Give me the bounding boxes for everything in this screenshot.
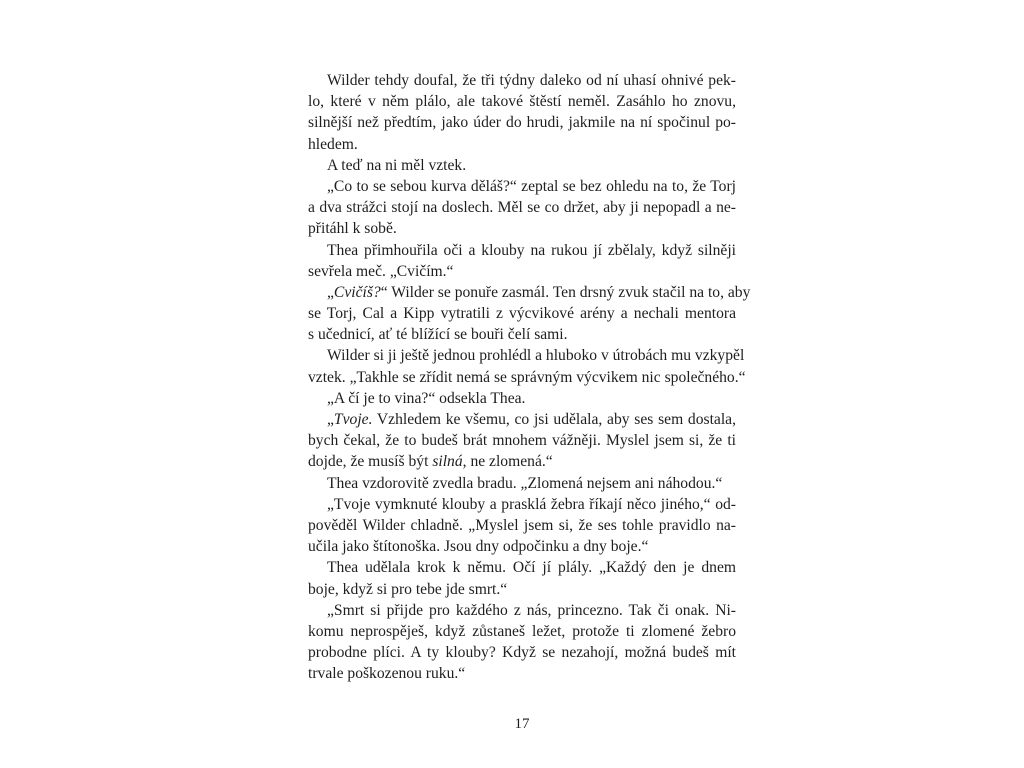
text-line xyxy=(308,409,736,430)
text-run: „ xyxy=(327,283,334,301)
text-run: „Smrt si přijde pro každého z nás, princezno. Tak či onak. Ni- xyxy=(327,601,736,619)
text-run: hledem. xyxy=(308,135,358,153)
text-line xyxy=(308,261,736,282)
text-line xyxy=(308,303,736,324)
text-line xyxy=(308,324,736,345)
text-run: , ne zlomená.“ xyxy=(462,453,553,471)
text-run: učila jako štítonoška. Jsou dny odpočinku a dny boje.“ xyxy=(308,538,649,556)
text-run: vztek. „Takhle se zřídit nemá se správným výcvikem nic společného.“ xyxy=(308,368,746,386)
text-run: „ xyxy=(327,411,334,428)
text-run: „Tvoje vymknuté klouby a prasklá žebra říkají něco jiného,“ od- xyxy=(327,495,736,513)
text-run: s učednicí, ať té blížící se bouři čelí sami. xyxy=(308,326,568,344)
text-line xyxy=(308,70,736,91)
text-line xyxy=(308,388,736,409)
text-run: pověděl Wilder chladně. „Myslel jsem si, že ses tohle pravidlo na- xyxy=(308,516,736,534)
italic-text: Tvoje. xyxy=(333,411,373,428)
text-line xyxy=(308,345,745,366)
text-line xyxy=(308,430,736,451)
text-line xyxy=(308,197,736,218)
text-line xyxy=(308,112,736,133)
text-line xyxy=(308,282,751,303)
text-run: Wilder si ji ještě jednou prohlédl a hluboko v útrobách mu vzkypěl xyxy=(327,347,745,365)
text-run: „A čí je to vina?“ odsekla Thea. xyxy=(327,389,526,407)
text-line xyxy=(308,451,736,472)
text-run: A teď na ni měl vztek. xyxy=(327,156,467,174)
text-run: probodne plíci. A ty klouby? Když se nezahojí, možná budeš mít xyxy=(308,644,736,662)
text-run: boje, když si pro tebe jde smrt.“ xyxy=(308,580,508,598)
text-line xyxy=(308,176,736,197)
text-run: přitáhl k sobě. xyxy=(308,220,397,238)
book-page xyxy=(308,70,751,740)
page-number: 17 xyxy=(514,716,530,732)
text-run: „Co to se sebou kurva děláš?“ zeptal se bez ohledu na to, že Torj xyxy=(327,177,736,195)
text-line xyxy=(308,134,736,155)
text-line xyxy=(308,91,736,112)
italic-text: silná xyxy=(432,453,463,471)
text-run: komu neprospěješ, když zůstaneš ležet, protože ti zlomené žebro xyxy=(308,622,736,640)
text-line xyxy=(308,663,736,684)
text-line xyxy=(308,621,736,642)
text-run: sevřela meč. „Cvičím.“ xyxy=(308,262,454,280)
text-run: Thea udělala krok k němu. Očí jí plály. „Každý den je dnem xyxy=(327,559,736,577)
text-line xyxy=(308,600,736,621)
text-run: Thea přimhouřila oči a klouby na rukou jí zbělaly, když silněji xyxy=(327,241,736,259)
text-run: dojde, že musíš být xyxy=(308,453,433,471)
text-run: “ Wilder se ponuře zasmál. Ten drsný zvuk stačil na to, aby xyxy=(380,283,751,301)
text-line xyxy=(308,557,736,578)
text-run: a dva strážci stojí na doslech. Měl se co držet, aby ji nepopadl a ne- xyxy=(308,199,736,217)
text-line xyxy=(308,218,736,239)
text-line xyxy=(308,240,736,261)
text-line xyxy=(308,642,736,663)
text-line xyxy=(308,515,736,536)
text-run: silnější než předtím, jako úder do hrudi, jakmile na ní spočinul po- xyxy=(308,114,736,132)
text-line xyxy=(308,367,746,388)
text-run: Thea vzdorovitě zvedla bradu. „Zlomená nejsem ani náhodou.“ xyxy=(327,474,723,492)
text-line xyxy=(308,494,736,515)
italic-text: Cvičíš? xyxy=(333,283,381,301)
text-line xyxy=(308,579,736,600)
text-run: bych čekal, že to budeš brát mnohem vážněji. Myslel jsem si, že ti xyxy=(308,432,736,450)
text-line xyxy=(308,473,736,494)
text-run: se Torj, Cal a Kipp vytratili z výcvikové arény a nechali mentora xyxy=(308,305,736,323)
text-run: trvale poškozenou ruku.“ xyxy=(308,665,466,683)
text-line xyxy=(308,536,736,557)
text-run: Wilder tehdy doufal, že tři týdny daleko od ní uhasí ohnivé pek- xyxy=(327,72,736,89)
text-run: lo, které v něm plálo, ale takové štěstí neměl. Zasáhlo ho znovu, xyxy=(308,93,736,111)
text-line xyxy=(308,155,736,176)
text-run: Vzhledem ke všemu, co jsi udělala, aby ses sem dostala, xyxy=(372,411,736,428)
body-text xyxy=(308,70,751,684)
